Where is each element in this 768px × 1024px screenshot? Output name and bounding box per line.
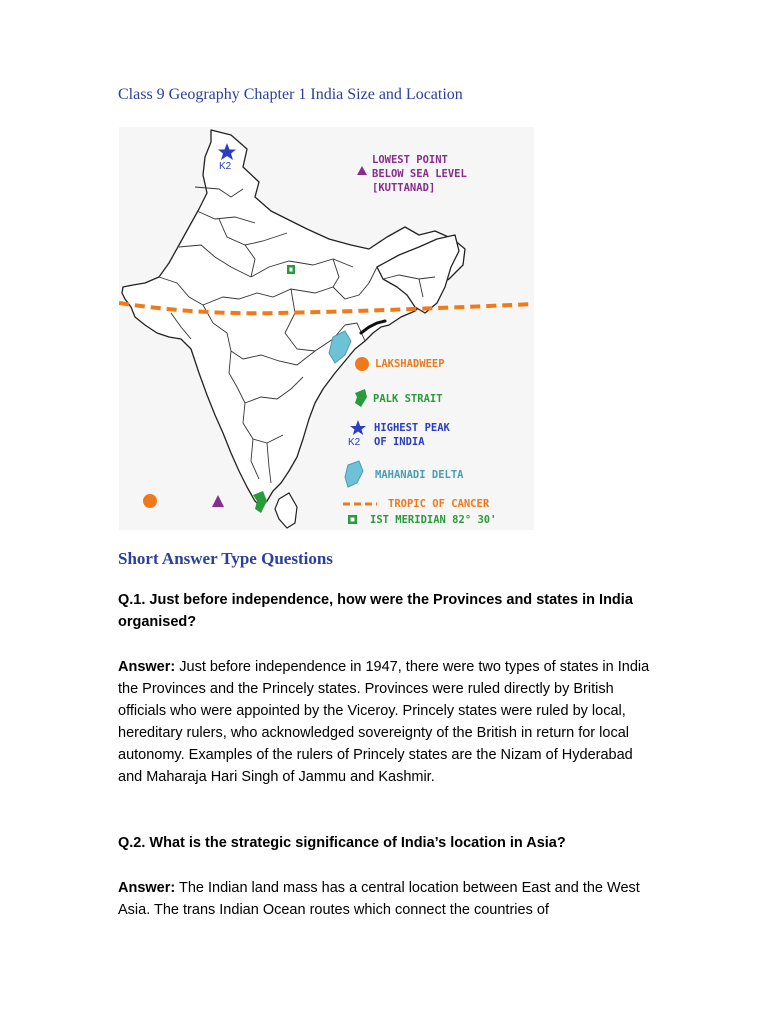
legend-palk-strait: PALK STRAIT [373, 393, 443, 405]
india-map-figure [119, 127, 534, 530]
document-title: Class 9 Geography Chapter 1 India Size and Location [118, 86, 463, 103]
legend-mahanadi-delta: MAHANADI DELTA [375, 469, 464, 481]
legend-lowest-point-line3: [KUTTANAD] [372, 182, 436, 194]
answer-2-label: Answer: [118, 880, 176, 896]
legend-lakshadweep-icon [355, 357, 369, 371]
section-heading: Short Answer Type Questions [118, 549, 333, 568]
legend-tropic-of-cancer: TROPIC OF CANCER [388, 498, 490, 510]
question-2: Q.2. What is the strategic significance of India’s location in Asia? [118, 835, 566, 851]
answer-1-text: Just before independence in 1947, there were two types of states in India the Provinces and the Princely states. Provinces were ruled directly by British officials who were appointed by the Viceroy. Princely states were ruled by local, hereditary rulers, who acknowledged sovereignty of the British in return for local autonomy. Examples of the rulers of Princely states are the Nizam of Hyderabad and Maharaja Hari Singh of Jammu and Kashmir. [118, 659, 650, 785]
legend-highest-peak-icon [350, 420, 366, 435]
answer-2 [118, 877, 653, 921]
legend-mahanadi-icon [345, 461, 363, 487]
sri-lanka [275, 493, 297, 528]
legend-lakshadweep: LAKSHADWEEP [375, 358, 445, 370]
legend-highest-peak-line2: OF INDIA [374, 436, 425, 448]
legend-meridian: IST MERIDIAN 82° 30' [370, 514, 497, 526]
legend-highest-peak-line1: HIGHEST PEAK [374, 422, 450, 434]
answer-1 [118, 656, 653, 788]
kuttanad-marker [212, 495, 224, 507]
lakshadweep-marker [143, 494, 157, 508]
k2-map-label: K2 [219, 161, 232, 172]
legend-k2-code: K2 [348, 437, 361, 448]
legend-lowest-point-line2: BELOW SEA LEVEL [372, 168, 467, 180]
legend-palk-strait-icon [355, 389, 367, 407]
legend-lowest-point-line1: LOWEST POINT [372, 154, 448, 166]
answer-1-label: Answer: [118, 659, 176, 675]
answer-2-text: The Indian land mass has a central location between East and the West Asia. The trans Indian Ocean routes which connect the countries of [118, 880, 640, 918]
question-1: Q.1. Just before independence, how were the Provinces and states in India organised? [118, 592, 633, 630]
lowest-point-icon [357, 166, 367, 175]
